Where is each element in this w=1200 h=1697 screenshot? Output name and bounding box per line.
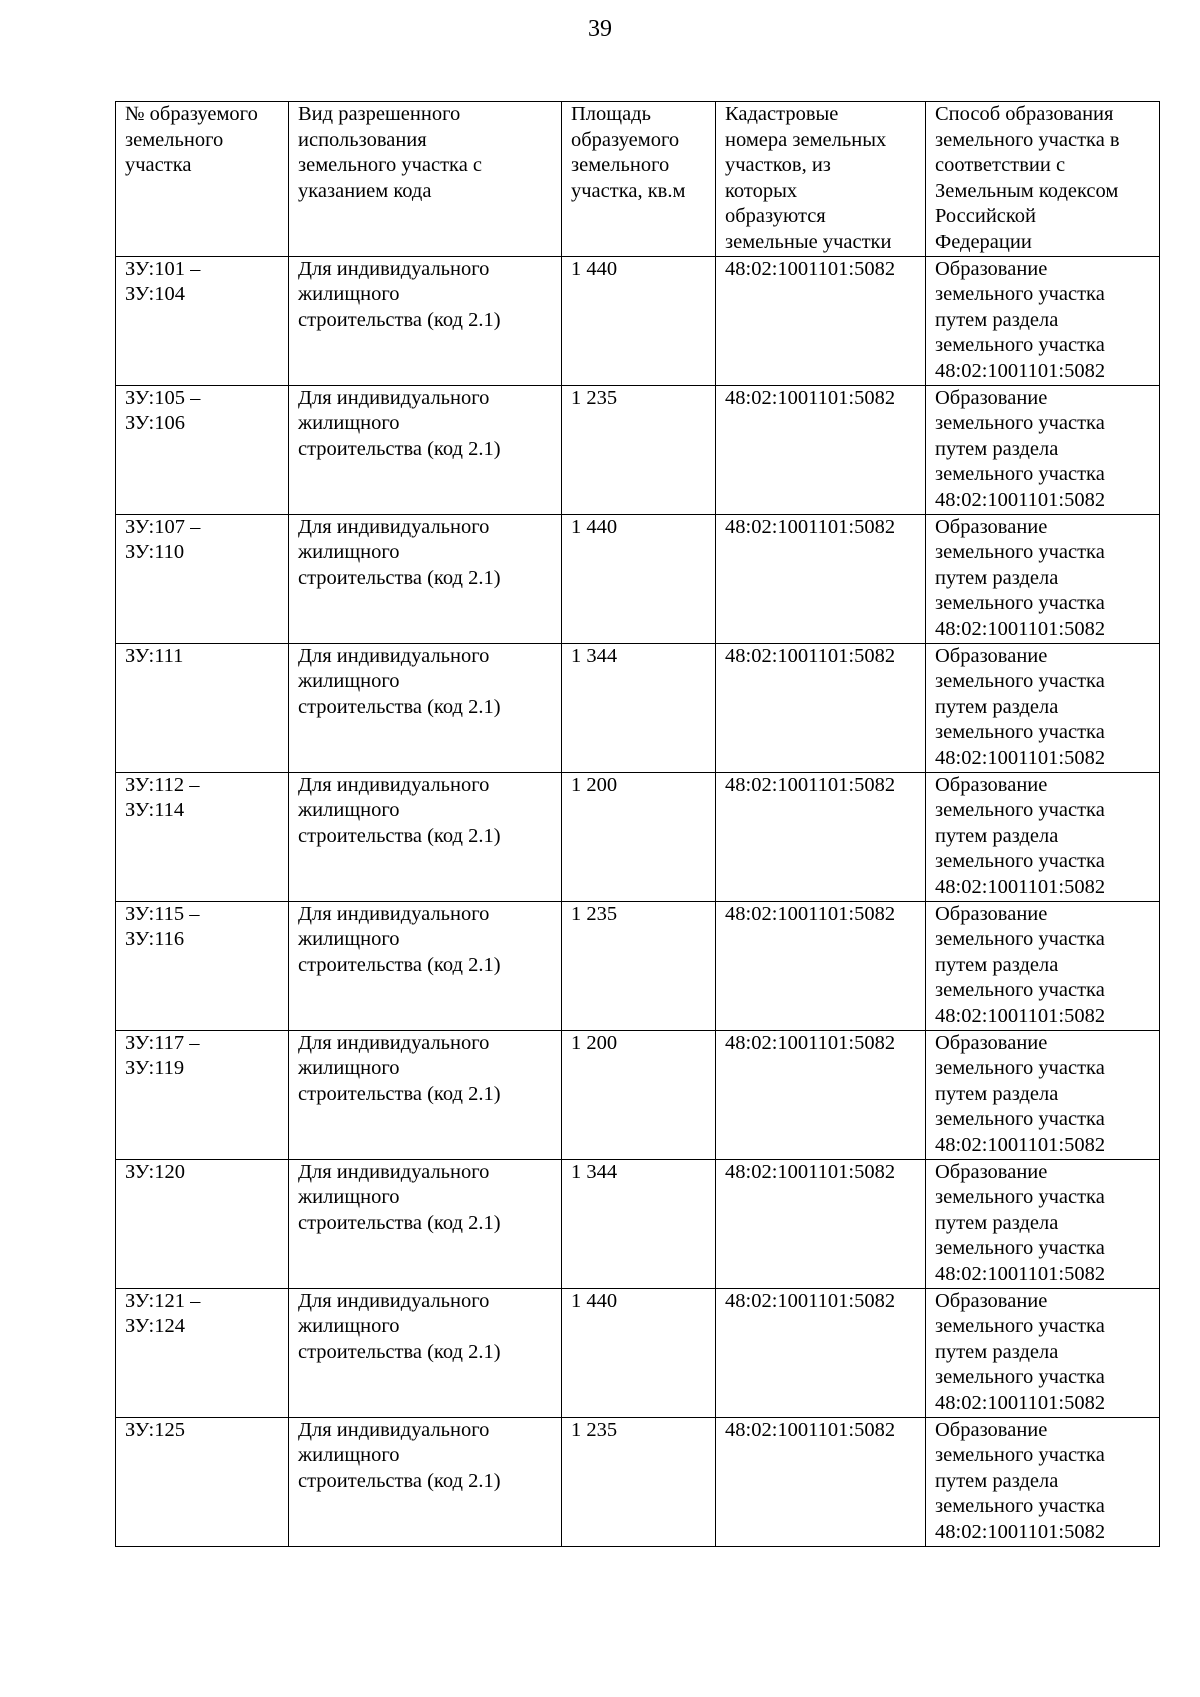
header-plot-number: № образуемого земельного участка — [116, 102, 289, 257]
cell-plot-area: 1 344 — [562, 1159, 716, 1288]
cell-plot-area: 1 440 — [562, 256, 716, 385]
cell-formation-method: Образование земельного участка путем раздела земельного участка 48:02:1001101:5082 — [926, 385, 1160, 514]
table-row — [116, 772, 1160, 901]
cell-plot-area: 1 200 — [562, 772, 716, 901]
cell-plot-number: ЗУ:121 – ЗУ:124 — [116, 1288, 289, 1417]
cell-cadastral-number: 48:02:1001101:5082 — [716, 643, 926, 772]
cell-formation-method: Образование земельного участка путем раздела земельного участка 48:02:1001101:5082 — [926, 643, 1160, 772]
cell-formation-method: Образование земельного участка путем раздела земельного участка 48:02:1001101:5082 — [926, 901, 1160, 1030]
table-row — [116, 1030, 1160, 1159]
table-row — [116, 385, 1160, 514]
cell-permitted-use: Для индивидуального жилищного строительства (код 2.1) — [289, 1159, 562, 1288]
cell-cadastral-number: 48:02:1001101:5082 — [716, 514, 926, 643]
cell-formation-method: Образование земельного участка путем раздела земельного участка 48:02:1001101:5082 — [926, 1159, 1160, 1288]
cell-permitted-use: Для индивидуального жилищного строительства (код 2.1) — [289, 1288, 562, 1417]
cell-cadastral-number: 48:02:1001101:5082 — [716, 1288, 926, 1417]
cell-permitted-use: Для индивидуального жилищного строительства (код 2.1) — [289, 514, 562, 643]
cell-cadastral-number: 48:02:1001101:5082 — [716, 1417, 926, 1546]
cell-permitted-use: Для индивидуального жилищного строительства (код 2.1) — [289, 772, 562, 901]
cell-permitted-use: Для индивидуального жилищного строительства (код 2.1) — [289, 643, 562, 772]
cell-plot-area: 1 344 — [562, 643, 716, 772]
cell-permitted-use: Для индивидуального жилищного строительства (код 2.1) — [289, 1030, 562, 1159]
table-row — [116, 1417, 1160, 1546]
cell-plot-number: ЗУ:107 – ЗУ:110 — [116, 514, 289, 643]
cell-permitted-use: Для индивидуального жилищного строительства (код 2.1) — [289, 1417, 562, 1546]
table-row — [116, 1288, 1160, 1417]
cell-plot-number: ЗУ:117 – ЗУ:119 — [116, 1030, 289, 1159]
cell-permitted-use: Для индивидуального жилищного строительства (код 2.1) — [289, 901, 562, 1030]
table-row — [116, 1159, 1160, 1288]
table-header-row — [116, 102, 1160, 257]
cell-plot-area: 1 440 — [562, 514, 716, 643]
cell-plot-area: 1 235 — [562, 385, 716, 514]
cell-formation-method: Образование земельного участка путем раздела земельного участка 48:02:1001101:5082 — [926, 772, 1160, 901]
land-plots-table — [115, 101, 1160, 1547]
page-number: 39 — [588, 16, 612, 42]
cell-plot-number: ЗУ:105 – ЗУ:106 — [116, 385, 289, 514]
cell-formation-method: Образование земельного участка путем раздела земельного участка 48:02:1001101:5082 — [926, 514, 1160, 643]
cell-plot-number: ЗУ:101 – ЗУ:104 — [116, 256, 289, 385]
cell-cadastral-number: 48:02:1001101:5082 — [716, 1030, 926, 1159]
cell-cadastral-number: 48:02:1001101:5082 — [716, 385, 926, 514]
cell-plot-number: ЗУ:125 — [116, 1417, 289, 1546]
table-row — [116, 901, 1160, 1030]
cell-plot-number: ЗУ:115 – ЗУ:116 — [116, 901, 289, 1030]
table-row — [116, 643, 1160, 772]
cell-formation-method: Образование земельного участка путем раздела земельного участка 48:02:1001101:5082 — [926, 1288, 1160, 1417]
table-row — [116, 256, 1160, 385]
cell-formation-method: Образование земельного участка путем раздела земельного участка 48:02:1001101:5082 — [926, 256, 1160, 385]
header-cadastral-numbers: Кадастровые номера земельных участков, из которых образуются земельные участки — [716, 102, 926, 257]
cell-plot-area: 1 235 — [562, 1417, 716, 1546]
cell-plot-number: ЗУ:120 — [116, 1159, 289, 1288]
cell-plot-area: 1 200 — [562, 1030, 716, 1159]
cell-cadastral-number: 48:02:1001101:5082 — [716, 901, 926, 1030]
header-formation-method: Способ образования земельного участка в соответствии с Земельным кодексом Российской Федерации — [926, 102, 1160, 257]
cell-plot-area: 1 235 — [562, 901, 716, 1030]
cell-formation-method: Образование земельного участка путем раздела земельного участка 48:02:1001101:5082 — [926, 1417, 1160, 1546]
cell-permitted-use: Для индивидуального жилищного строительства (код 2.1) — [289, 256, 562, 385]
table-row — [116, 514, 1160, 643]
header-permitted-use: Вид разрешенного использования земельного участка с указанием кода — [289, 102, 562, 257]
cell-permitted-use: Для индивидуального жилищного строительства (код 2.1) — [289, 385, 562, 514]
cell-cadastral-number: 48:02:1001101:5082 — [716, 256, 926, 385]
cell-formation-method: Образование земельного участка путем раздела земельного участка 48:02:1001101:5082 — [926, 1030, 1160, 1159]
header-plot-area: Площадь образуемого земельного участка, кв.м — [562, 102, 716, 257]
cell-cadastral-number: 48:02:1001101:5082 — [716, 772, 926, 901]
cell-plot-area: 1 440 — [562, 1288, 716, 1417]
cell-plot-number: ЗУ:111 — [116, 643, 289, 772]
cell-cadastral-number: 48:02:1001101:5082 — [716, 1159, 926, 1288]
cell-plot-number: ЗУ:112 – ЗУ:114 — [116, 772, 289, 901]
